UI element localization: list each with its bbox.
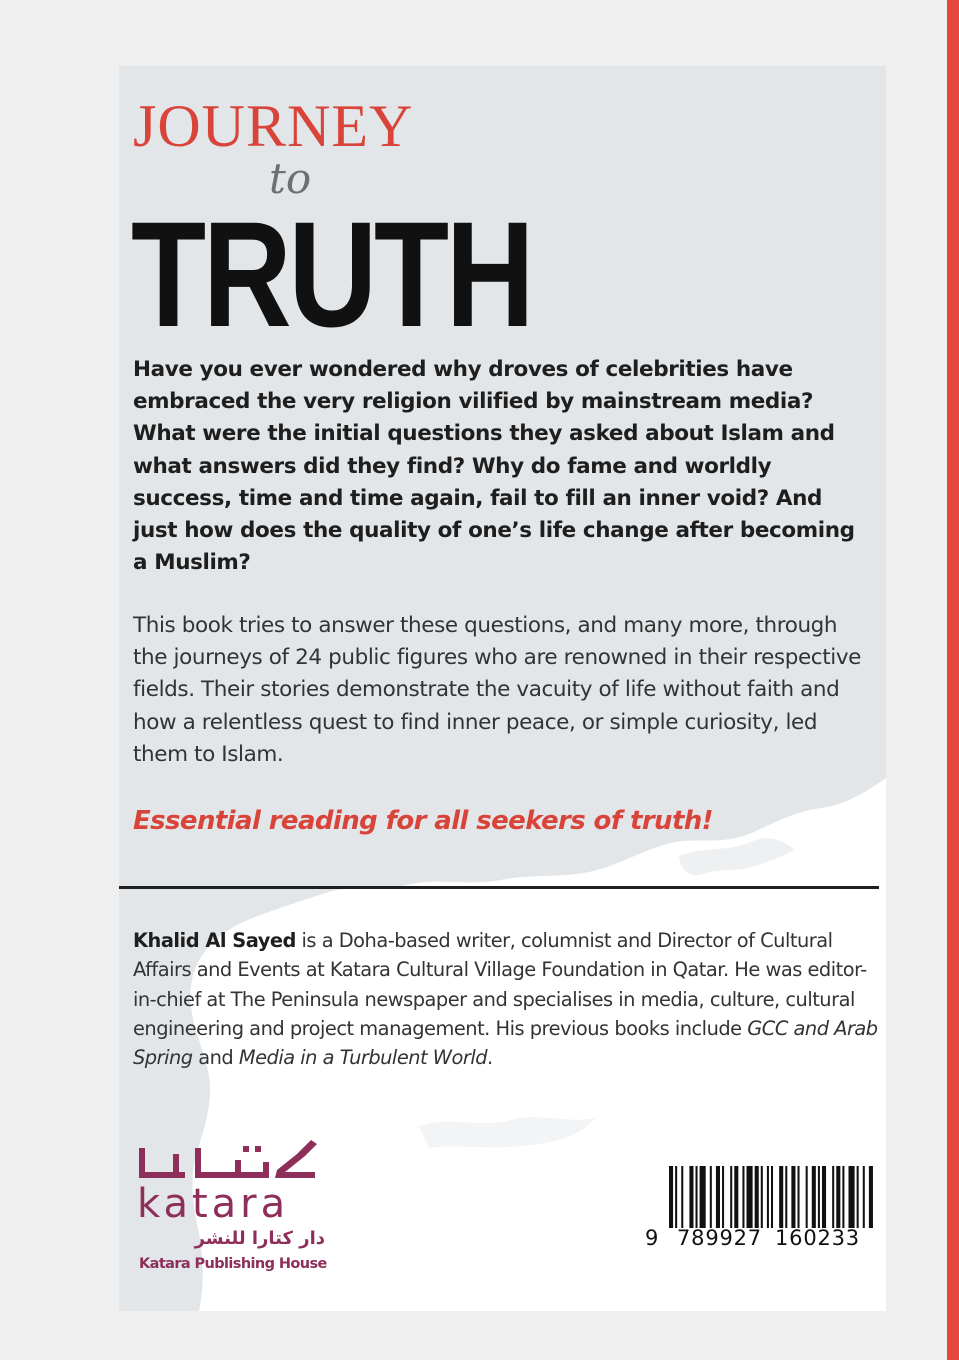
katara-latin-wordmark: katara: [137, 1181, 290, 1227]
barcode-bars: [669, 1166, 875, 1228]
title-truth: TRUTH: [131, 190, 532, 358]
isbn-group-1: 789927: [677, 1226, 762, 1250]
blurb-questions: Have you ever wondered why droves of celebrities have embraced the very religion vilified by mainstream media? What were the initial questions they asked about Islam and what answers did they find? Why do fame and worldly success, time and time again, fail to fill an inner void? And just how does the quality of one’s life change after becoming a Muslim?: [133, 357, 855, 576]
title-to: to: [269, 154, 312, 203]
book-title-media: Media in a Turbulent World: [238, 1046, 488, 1070]
author-name: Khalid Al Sayed: [133, 929, 296, 952]
isbn-group-2: 160233: [775, 1226, 860, 1250]
spine-stripe: [947, 0, 959, 1360]
author-bio: [133, 926, 883, 1072]
blurb-description: This book tries to answer these questions, and many more, through the journeys of 24 public figures who are renowned in their respective fields. Their stories demonstrate the vacuity of life without faith and how a relentless quest to find inner peace, or simple curiosity, led them to Islam.: [133, 613, 861, 767]
publisher-logo: [135, 1140, 335, 1280]
katara-arabic-wordmark-logo: [135, 1140, 325, 1186]
title-journey: JOURNEY: [133, 93, 414, 159]
publisher-english-name: Katara Publishing House: [139, 1256, 327, 1272]
author-bio-text: is a Doha-based writer, columnist and Director of Cultural Affairs and Events at Katara Cultural Village Foundation in Qatar. He was editor-in-chief at The Peninsula newspaper and specialises in media, culture, cultural engineering and project management. His previous books include: [133, 929, 867, 1040]
isbn-barcode: [641, 1158, 886, 1256]
back-cover: [119, 66, 886, 1311]
author-bio-end: .: [487, 1046, 493, 1070]
book-title-gcc: GCC and Arab Spring: [133, 1016, 878, 1070]
isbn-lead-digit: 9: [645, 1226, 660, 1250]
author-bio-joiner: and: [192, 1046, 239, 1070]
publisher-arabic-name: دار كتارا للنشر: [194, 1228, 325, 1249]
section-divider: [119, 886, 879, 889]
tagline: Essential reading for all seekers of truth!: [133, 806, 713, 836]
